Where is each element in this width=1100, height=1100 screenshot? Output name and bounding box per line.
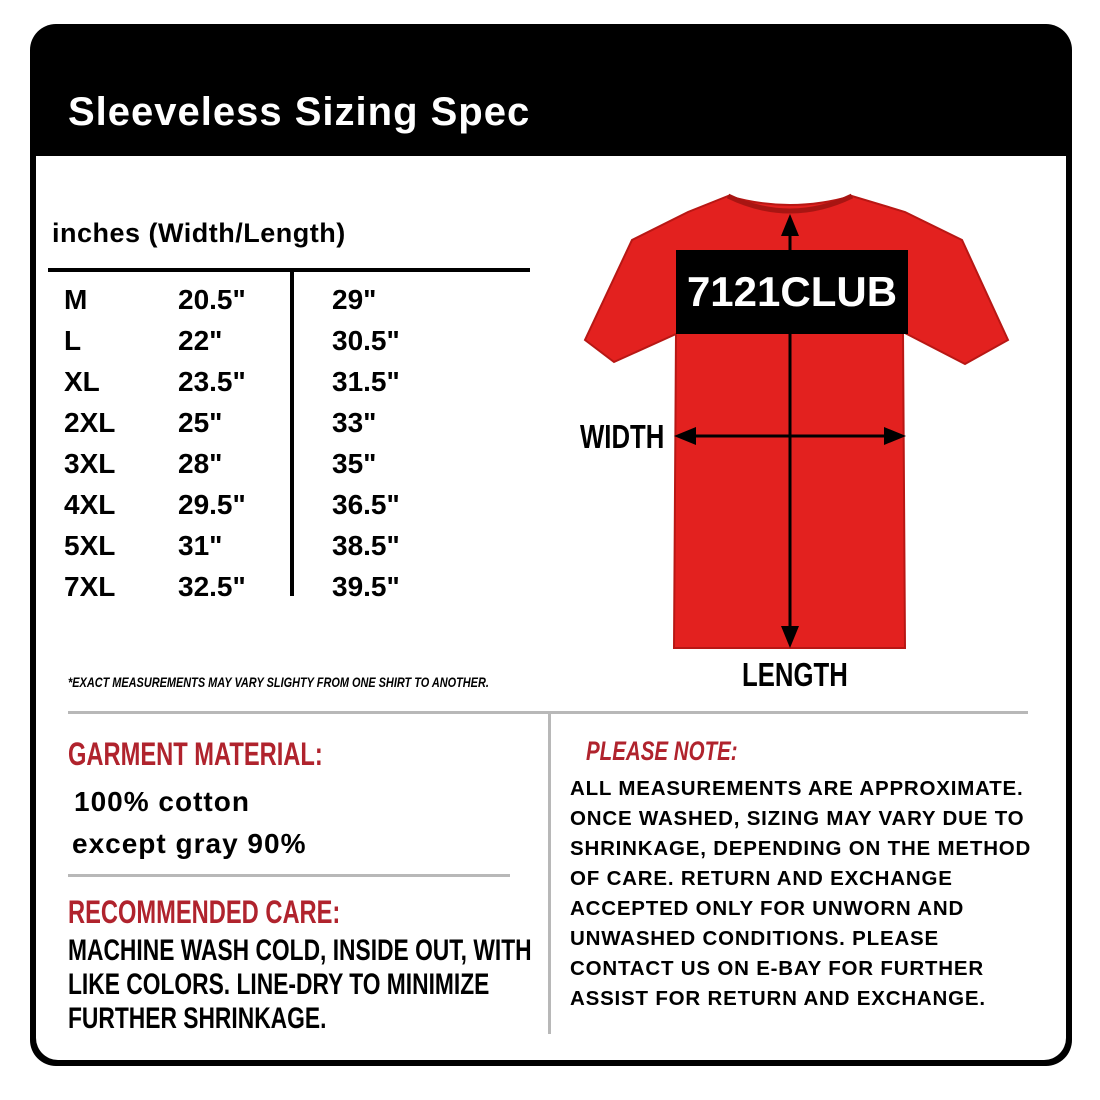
disclaimer-text: *EXACT MEASUREMENTS MAY VARY SLIGHTY FROM ONE SHIRT TO ANOTHER. bbox=[68, 674, 489, 690]
width-cell: 20.5" bbox=[178, 284, 246, 315]
length-cell: 35" bbox=[332, 448, 377, 479]
page-title: Sleeveless Sizing Spec bbox=[68, 90, 531, 134]
length-cell: 39.5" bbox=[332, 571, 400, 602]
length-cell: 31.5" bbox=[332, 366, 400, 397]
units-label: inches (Width/Length) bbox=[52, 218, 346, 248]
table-row bbox=[0, 366, 520, 406]
care-heading: RECOMMENDED CARE: bbox=[68, 894, 341, 930]
care-text: MACHINE WASH COLD, INSIDE OUT, WITH LIKE COLORS. LINE-DRY TO MINIMIZE FURTHER SHRINKAGE. bbox=[68, 934, 532, 1035]
subsection-divider bbox=[68, 874, 510, 877]
note-heading: PLEASE NOTE: bbox=[586, 736, 738, 766]
width-cell: 23.5" bbox=[178, 366, 246, 397]
length-cell: 30.5" bbox=[332, 325, 400, 356]
size-cell: 2XL bbox=[64, 407, 116, 438]
size-cell: 3XL bbox=[64, 448, 116, 479]
width-cell: 31" bbox=[178, 530, 223, 561]
column-divider bbox=[548, 714, 551, 1034]
material-heading: GARMENT MATERIAL: bbox=[68, 736, 323, 772]
size-cell: M bbox=[64, 284, 88, 315]
brand-logo bbox=[676, 250, 908, 334]
width-label: WIDTH bbox=[580, 418, 665, 455]
width-cell: 22" bbox=[178, 325, 223, 356]
table-row bbox=[0, 325, 520, 365]
width-cell: 25" bbox=[178, 407, 223, 438]
material-line-2: except gray 90% bbox=[72, 828, 307, 859]
table-row bbox=[0, 530, 520, 570]
size-cell: L bbox=[64, 325, 82, 356]
table-header-rule bbox=[48, 268, 530, 272]
width-cell: 29.5" bbox=[178, 489, 246, 520]
size-cell: XL bbox=[64, 366, 100, 397]
table-row bbox=[0, 407, 520, 447]
length-cell: 33" bbox=[332, 407, 377, 438]
table-row bbox=[0, 489, 520, 529]
size-cell: 4XL bbox=[64, 489, 116, 520]
length-cell: 36.5" bbox=[332, 489, 400, 520]
length-label: LENGTH bbox=[742, 656, 848, 693]
table-row bbox=[0, 448, 520, 488]
material-line-1: 100% cotton bbox=[74, 786, 250, 817]
width-cell: 32.5" bbox=[178, 571, 246, 602]
size-cell: 5XL bbox=[64, 530, 116, 561]
table-row bbox=[0, 571, 520, 611]
length-cell: 29" bbox=[332, 284, 377, 315]
table-row bbox=[0, 284, 520, 324]
size-cell: 7XL bbox=[64, 571, 116, 602]
length-cell: 38.5" bbox=[332, 530, 400, 561]
width-cell: 28" bbox=[178, 448, 223, 479]
note-text: ALL MEASUREMENTS ARE APPROXIMATE. ONCE WASHED, SIZING MAY VARY DUE TO SHRINKAGE, DEPENDING ON THE METHOD OF CARE. RETURN AND EXCHANGE ACCEPTED ONLY FOR UNWORN AND UNWASHED CONDITIONS. PLEASE CONTACT US ON E-BAY FOR FURTHER ASSIST FOR RETURN AND EXCHANGE. bbox=[570, 777, 1032, 1010]
brand-logo-text: 7121CLUB bbox=[686, 268, 898, 315]
